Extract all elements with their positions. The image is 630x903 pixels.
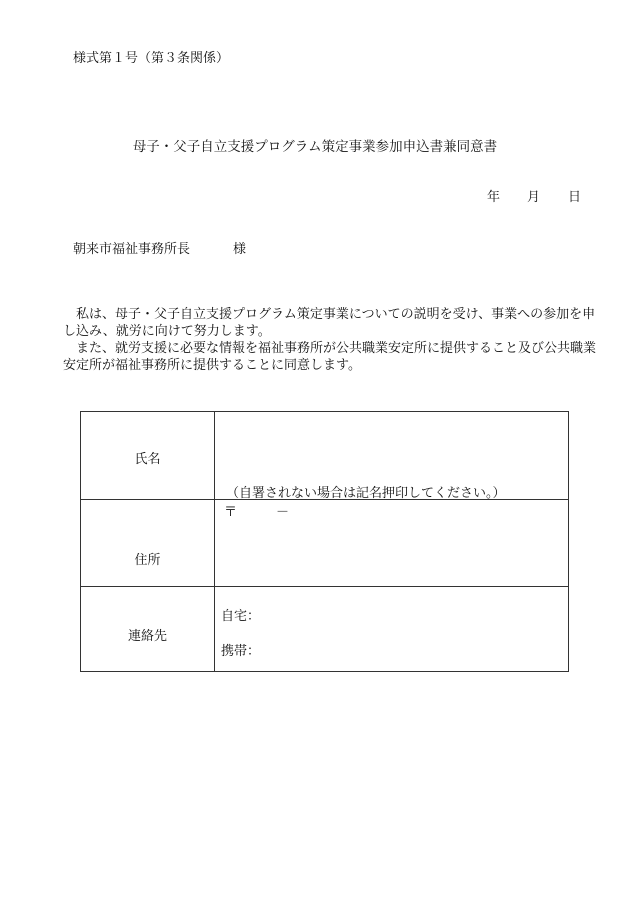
- contact-label: 連絡先: [127, 629, 167, 644]
- home-phone-label: 自宅：: [221, 609, 261, 624]
- postal-mark: 〒: [224, 505, 238, 520]
- mobile-phone-label: 携帯：: [221, 644, 261, 659]
- consent-paragraph-1: 私は、母子・父子自立支援プログラム策定事業についての説明を受け、事業への参加を申し込み、就労に向けて努力します。: [63, 307, 596, 339]
- document-title: 母子・父子自立支援プログラム策定事業参加申込書兼同意書: [132, 139, 498, 155]
- recipient-name: 朝来市福祉事務所長: [73, 242, 191, 257]
- consent-text: [63, 306, 603, 374]
- contact-row: [81, 586, 568, 671]
- address-label: 住所: [134, 553, 161, 568]
- date-month-label: 月: [527, 190, 541, 205]
- application-form-table: [80, 411, 569, 672]
- consent-paragraph-2: また、就労支援に必要な情報を福祉事務所が公共職業安定所に提供すること及び公共職業安定所が福祉事務所に提供することに同意します。: [63, 341, 597, 373]
- recipient-honorific: 様: [233, 242, 247, 257]
- name-label: 氏名: [134, 452, 161, 467]
- column-divider: [214, 500, 215, 586]
- column-divider: [214, 412, 215, 499]
- name-row: [81, 412, 568, 499]
- date-day-label: 日: [568, 190, 582, 205]
- signature-note: （自署されない場合は記名押印してください。）: [226, 486, 506, 501]
- form-number: 様式第１号（第３条関係）: [73, 51, 230, 66]
- recipient: [73, 238, 247, 257]
- postal-code-dash: －: [276, 505, 290, 520]
- address-row: [81, 499, 568, 586]
- date-year-label: 年: [487, 190, 501, 205]
- column-divider: [214, 587, 215, 671]
